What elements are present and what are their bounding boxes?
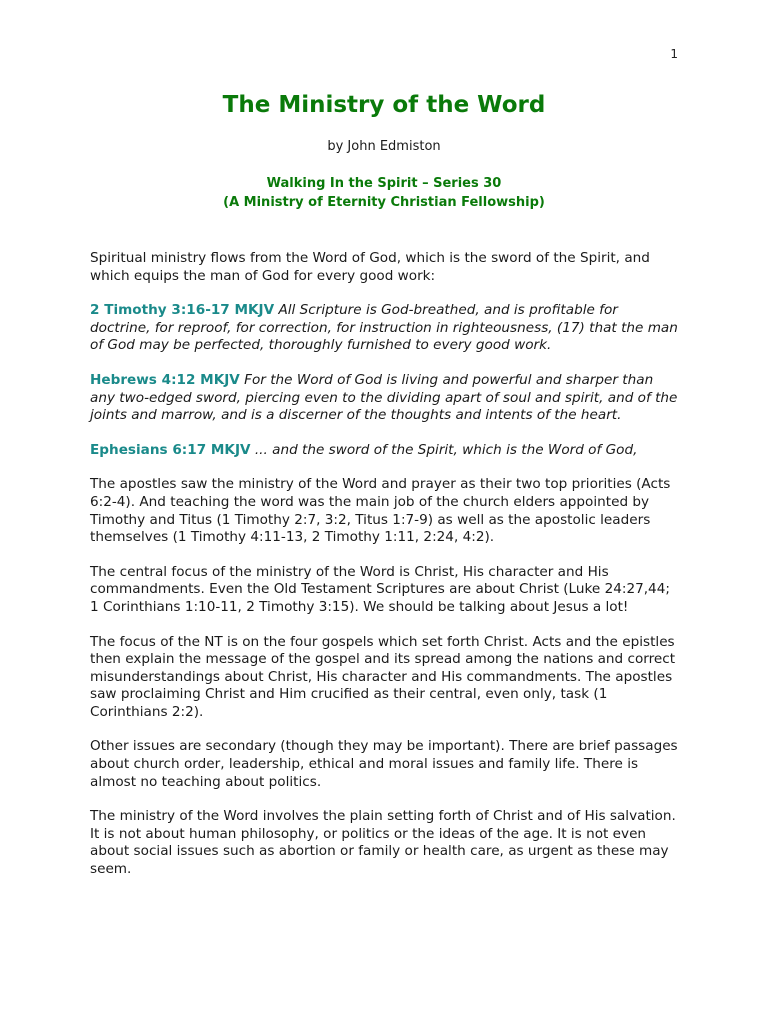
verse-reference: 2 Timothy 3:16-17 MKJV — [90, 302, 275, 319]
verse-reference: Hebrews 4:12 MKJV — [90, 371, 240, 388]
series-line-2: (A Ministry of Eternity Christian Fellowship) — [223, 195, 545, 210]
document-body — [90, 250, 680, 896]
secondary-issues-paragraph: Other issues are secondary (though they may be important). There are brief passages about church order, leadership, ethical and moral issues and family life. There is almost no teaching about politics. — [90, 738, 678, 790]
verse-quote: All Scripture is God-breathed, and is profitable for doctrine, for reproof, for correction, for instruction in righteousness, (17) that the man of God may be perfected, thoroughly furnished to every good work. — [90, 302, 678, 354]
series-heading — [0, 174, 768, 212]
verse-paragraph-3 — [90, 442, 680, 460]
focus-paragraph: The central focus of the ministry of the Word is Christ, His character and His commandments. Even the Old Testament Scriptures are about Christ (Luke 24:27,44; 1 Corinthians 1:10-11, 2 Timothy 3:15). We should be talking about Jesus a lot! — [90, 563, 670, 615]
document-title: The Ministry of the Word — [222, 92, 546, 118]
intro-paragraph: Spiritual ministry flows from the Word of God, which is the sword of the Spirit, and which equips the man of God for every good work: — [90, 250, 650, 284]
apostles-paragraph: The apostles saw the ministry of the Word and prayer as their two top priorities (Acts 6:2-4). And teaching the word was the main job of the church elders appointed by Timothy and Titus (1 Timothy 2:7, 3:2, Titus 1:7-9) as well as the apostolic leaders themselves (1 Timothy 4:11-13, 2 Timothy 1:11, 2:24, 4:2). — [90, 476, 671, 546]
author-line: by John Edmiston — [327, 139, 441, 154]
verse-quote: For the Word of God is living and powerful and sharper than any two-edged sword, piercing even to the dividing apart of soul and spirit, and of the joints and marrow, and is a discerner of the thoughts and intents of the heart. — [90, 371, 678, 424]
series-line-1: Walking In the Spirit – Series 30 — [266, 176, 502, 191]
page-number: 1 — [670, 47, 678, 61]
verse-reference: Ephesians 6:17 MKJV — [90, 441, 251, 458]
plain-setting-paragraph: The ministry of the Word involves the plain setting forth of Christ and of His salvation. It is not about human philosophy, or politics or the ideas of the age. It is not even about social issues such as abortion or family or health care, as urgent as these may seem. — [90, 808, 676, 878]
verse-paragraph-1 — [90, 302, 680, 355]
verse-paragraph-2 — [90, 372, 680, 425]
verse-quote: ... and the sword of the Spirit, which is the Word of God, — [254, 441, 638, 458]
nt-paragraph: The focus of the NT is on the four gospels which set forth Christ. Acts and the epistles then explain the message of the gospel and its spread among the nations and correct misunderstandings about Christ, His character and His commandments. The apostles saw proclaiming Christ and Him crucified as their central, even only, task (1 Corinthians 2:2). — [90, 633, 676, 720]
